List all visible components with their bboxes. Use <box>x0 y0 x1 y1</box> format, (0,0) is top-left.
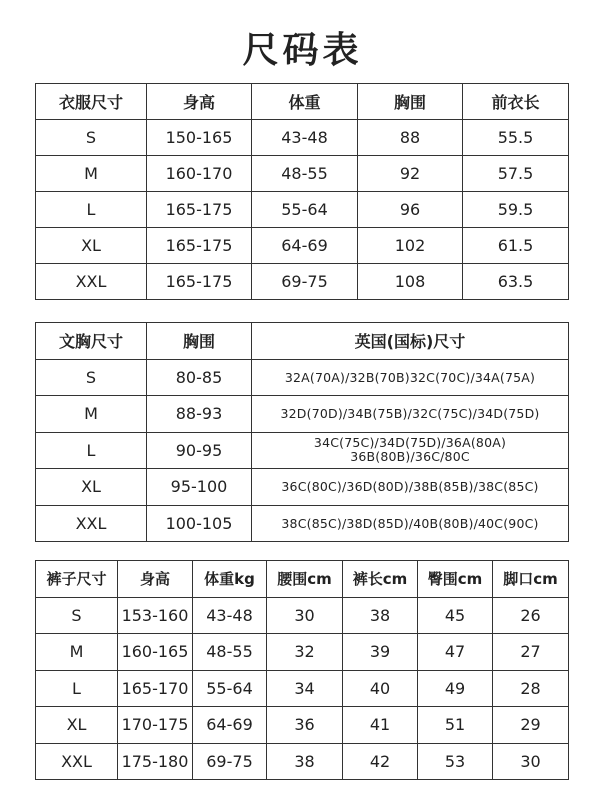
table-header-row <box>36 323 569 360</box>
table-cell: 90-95 <box>147 432 252 469</box>
clothing-size-table <box>35 83 569 300</box>
header-cell: 文胸尺寸 <box>36 323 147 360</box>
bra-size-table <box>35 322 569 542</box>
table-cell: 55-64 <box>193 670 267 707</box>
size-cell: M <box>36 396 147 433</box>
header-cell: 胸围 <box>358 84 463 120</box>
table-cell: 96 <box>358 192 463 228</box>
table-cell: 80-85 <box>147 359 252 396</box>
table-row <box>36 707 569 744</box>
table-cell: 150-165 <box>147 120 252 156</box>
table-row <box>36 264 569 300</box>
table-cell: 38 <box>343 597 418 634</box>
table-cell: 48-55 <box>252 156 358 192</box>
table-cell: 40 <box>343 670 418 707</box>
size-cell: XL <box>36 707 118 744</box>
header-cell: 腰围cm <box>267 561 343 598</box>
table-cell: 160-165 <box>118 634 193 671</box>
header-cell: 英国(国标)尺寸 <box>252 323 569 360</box>
table-row <box>36 634 569 671</box>
table-cell: 108 <box>358 264 463 300</box>
table-cell: 64-69 <box>193 707 267 744</box>
table-cell: 42 <box>343 743 418 780</box>
header-cell: 臀围cm <box>418 561 493 598</box>
header-cell: 体重kg <box>193 561 267 598</box>
table-cell: 39 <box>343 634 418 671</box>
table-cell: 43-48 <box>252 120 358 156</box>
table-cell: 165-175 <box>147 228 252 264</box>
size-cell: S <box>36 597 118 634</box>
size-cell: XL <box>36 469 147 506</box>
table-cell: 165-175 <box>147 192 252 228</box>
uk-size-cell: 38C(85C)/38D(85D)/40B(80B)/40C(90C) <box>252 505 569 542</box>
page-title: 尺码表 <box>242 30 363 71</box>
uk-size-cell: 32A(70A)/32B(70B)32C(70C)/34A(75A) <box>252 359 569 396</box>
table-cell: 49 <box>418 670 493 707</box>
pants-size-table <box>35 560 569 780</box>
table-cell: 48-55 <box>193 634 267 671</box>
table-cell: 26 <box>493 597 569 634</box>
header-cell: 衣服尺寸 <box>36 84 147 120</box>
uk-size-line: 36B(80B)/36C/80C <box>350 449 470 465</box>
table-cell: 69-75 <box>252 264 358 300</box>
table-cell: 45 <box>418 597 493 634</box>
uk-size-cell <box>252 432 569 469</box>
table-cell: 29 <box>493 707 569 744</box>
table-row <box>36 597 569 634</box>
table-cell: 92 <box>358 156 463 192</box>
table-cell: 36 <box>267 707 343 744</box>
size-cell: XL <box>36 228 147 264</box>
uk-size-cell: 32D(70D)/34B(75B)/32C(75C)/34D(75D) <box>252 396 569 433</box>
header-cell: 胸围 <box>147 323 252 360</box>
table-cell: 88 <box>358 120 463 156</box>
table-row <box>36 359 569 396</box>
size-cell: S <box>36 120 147 156</box>
table-cell: 69-75 <box>193 743 267 780</box>
header-cell: 体重 <box>252 84 358 120</box>
table-row <box>36 670 569 707</box>
table-row <box>36 120 569 156</box>
table-row <box>36 432 569 469</box>
table-cell: 102 <box>358 228 463 264</box>
table-cell: 64-69 <box>252 228 358 264</box>
header-cell: 裤子尺寸 <box>36 561 118 598</box>
size-cell: XXL <box>36 264 147 300</box>
table-cell: 165-170 <box>118 670 193 707</box>
size-cell: S <box>36 359 147 396</box>
table-cell: 27 <box>493 634 569 671</box>
table-row <box>36 743 569 780</box>
table-cell: 63.5 <box>463 264 569 300</box>
table-cell: 170-175 <box>118 707 193 744</box>
table-header-row <box>36 561 569 598</box>
table-cell: 88-93 <box>147 396 252 433</box>
size-cell: XXL <box>36 743 118 780</box>
table-cell: 57.5 <box>463 156 569 192</box>
header-cell: 前衣长 <box>463 84 569 120</box>
table-cell: 28 <box>493 670 569 707</box>
uk-size-cell: 36C(80C)/36D(80D)/38B(85B)/38C(85C) <box>252 469 569 506</box>
size-cell: M <box>36 634 118 671</box>
table-cell: 153-160 <box>118 597 193 634</box>
table-row <box>36 192 569 228</box>
table-cell: 95-100 <box>147 469 252 506</box>
header-cell: 身高 <box>118 561 193 598</box>
table-header-row <box>36 84 569 120</box>
table-row <box>36 228 569 264</box>
table-row <box>36 469 569 506</box>
table-cell: 30 <box>493 743 569 780</box>
uk-size-line: 34C(75C)/34D(75D)/36A(80A) <box>313 435 507 451</box>
table-cell: 160-170 <box>147 156 252 192</box>
table-cell: 55-64 <box>252 192 358 228</box>
table-cell: 55.5 <box>463 120 569 156</box>
table-row <box>36 156 569 192</box>
header-cell: 脚口cm <box>493 561 569 598</box>
table-cell: 30 <box>267 597 343 634</box>
table-cell: 34 <box>267 670 343 707</box>
size-cell: M <box>36 156 147 192</box>
table-cell: 53 <box>418 743 493 780</box>
table-cell: 100-105 <box>147 505 252 542</box>
table-cell: 32 <box>267 634 343 671</box>
size-cell: L <box>36 670 118 707</box>
table-cell: 38 <box>267 743 343 780</box>
table-cell: 43-48 <box>193 597 267 634</box>
table-cell: 51 <box>418 707 493 744</box>
size-cell: XXL <box>36 505 147 542</box>
size-cell: L <box>36 192 147 228</box>
table-row <box>36 505 569 542</box>
table-cell: 165-175 <box>147 264 252 300</box>
table-cell: 59.5 <box>463 192 569 228</box>
table-cell: 61.5 <box>463 228 569 264</box>
table-cell: 41 <box>343 707 418 744</box>
table-cell: 175-180 <box>118 743 193 780</box>
header-cell: 身高 <box>147 84 252 120</box>
table-cell: 47 <box>418 634 493 671</box>
table-row <box>36 396 569 433</box>
header-cell: 裤长cm <box>343 561 418 598</box>
size-cell: L <box>36 432 147 469</box>
